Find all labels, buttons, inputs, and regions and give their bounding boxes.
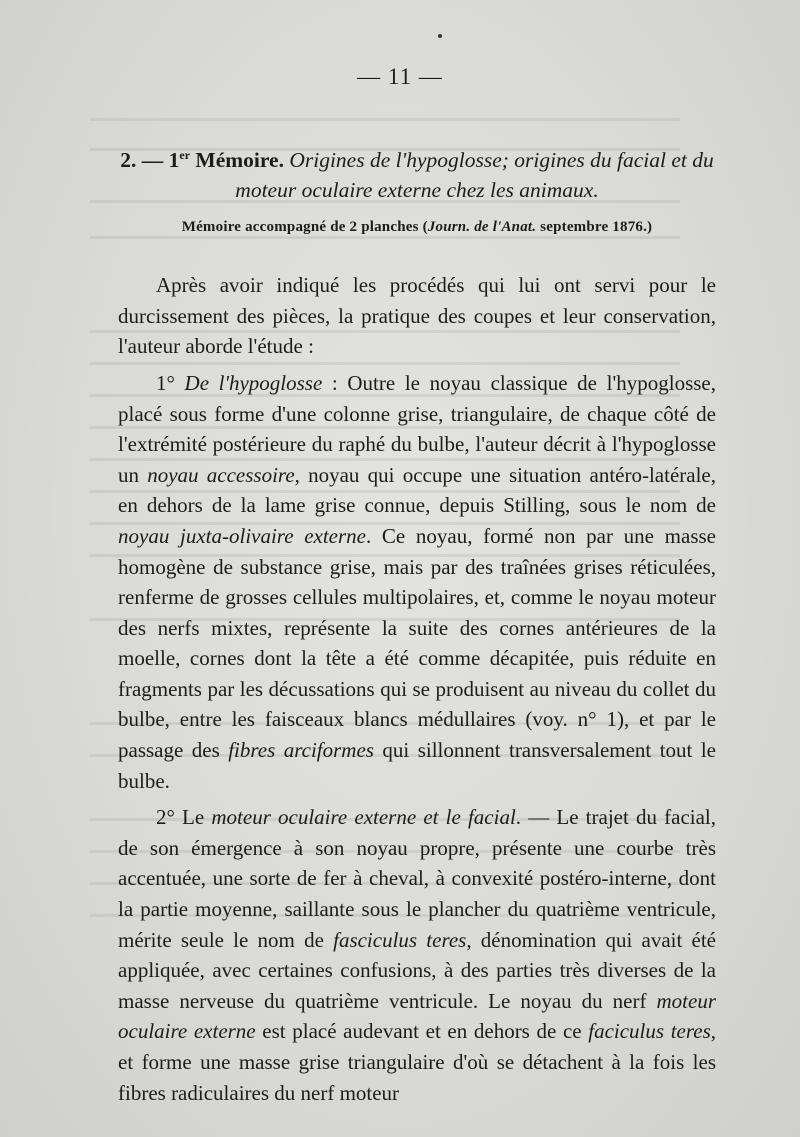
entry-title-line1: Origines de l'hypoglosse; origines du facial et du [289, 148, 714, 173]
subnote-journal: Journ. de l'Anat. [427, 219, 537, 236]
entry-number: 2. — 1 [120, 148, 180, 173]
subnote-suffix: septembre 1876.) [536, 219, 653, 236]
paragraph-heading: moteur oculaire externe et le facial [211, 805, 516, 830]
subnote-prefix: Mémoire accompagné de 2 planches ( [181, 219, 428, 236]
page-content [118, 140, 716, 1114]
italic-term: noyau accessoire [147, 462, 295, 487]
entry-heading [118, 140, 716, 205]
paragraph-heading: De l'hypoglosse [184, 370, 323, 395]
italic-term: moteur oculaire externe [118, 988, 716, 1044]
paragraph-text: , et forme une masse grise triangulaire d'où se détachent à la fois les fibres radiculaires du nerf moteur [118, 1019, 716, 1105]
italic-term: noyau juxta-olivaire externe [118, 523, 366, 548]
italic-term: fasciculus teres [333, 927, 467, 952]
paragraph-text: . — Le trajet du facial, de son émergence à son noyau propre, présente une courbe très accentuée, une sorte de fer à cheval, à convexité postéro-interne, dont la partie moyenne, saillante sous le plancher du quatrième ventricule, mérite seule le nom de [118, 805, 717, 952]
paragraph-text: qui sillonnent transversalement tout le bulbe. [118, 738, 716, 793]
entry-title-line2: moteur oculaire externe chez les animaux. [235, 178, 599, 203]
facial-paragraph [118, 802, 716, 1108]
entry-subnote [118, 219, 716, 236]
paragraph-text: est placé audevant et en dehors de ce [255, 1019, 589, 1044]
paragraph-text: . Ce noyau, formé non par une masse homogène de substance grise, mais par des traînées grises réticulées, renferme de grosses cellules multipolaires, et, comme le noyau moteur des nerfs mixtes, représente la suite des cornes antérieures de la moelle, cornes dont la tête a été comme décapitée, puis réduite en fragments par les décussations qui se produisent au niveau du collet du bulbe, entre les faisceaux blancs médullaires (voy. n° 1), et par le passage des [118, 523, 716, 763]
hypoglosse-paragraph [118, 368, 716, 796]
intro-paragraph: Après avoir indiqué les procédés qui lui ont servi pour le durcissement des pièces, la pratique des coupes et leur conservation, l'auteur aborde l'étude : [118, 273, 716, 359]
page-number: — 11 — [357, 64, 443, 89]
paragraph-text: , dénomination qui avait été appliquée, avec certaines confusions, à des parties très diverses de la masse nerveuse du quatrième ventricule. Le noyau du nerf [118, 927, 716, 1013]
italic-term: faciculus teres [588, 1019, 711, 1044]
paragraph-text: , noyau qui occupe une situation antéro-latérale, en dehors de la lame grise connue, depuis Stilling, sous le nom de [118, 462, 716, 518]
paragraph-lead: 2° Le [156, 805, 212, 830]
italic-term: fibres arciformes [228, 738, 374, 763]
body-text [118, 270, 716, 1108]
paragraph-lead: 1° [156, 370, 185, 395]
memoire-label: Mémoire. [190, 148, 290, 173]
entry-superscript: er [179, 148, 191, 162]
speck [438, 34, 442, 38]
paragraph-text: : Outre le noyau classique de l'hypoglosse, placé sous forme d'une colonne grise, triangulaire, de chaque côté de l'extrémité postérieure du raphé du bulbe, l'auteur décrit à l'hypoglosse un [118, 370, 716, 487]
